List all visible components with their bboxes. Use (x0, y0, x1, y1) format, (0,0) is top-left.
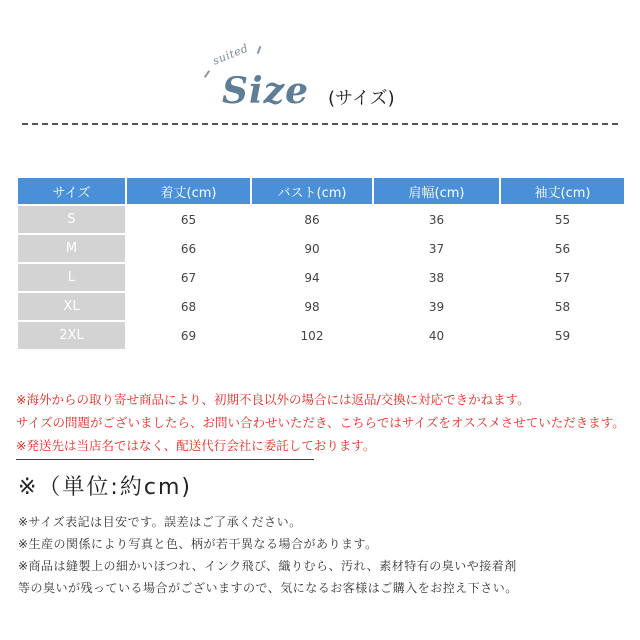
dashed-divider (22, 123, 618, 125)
table-row (18, 322, 624, 349)
bust-cell: 86 (304, 212, 320, 227)
size-subtitle: (サイズ) (328, 88, 395, 109)
table-row (18, 264, 624, 291)
sleeve-cell: 59 (554, 328, 571, 343)
shoulder-cell: 38 (428, 270, 445, 285)
note-size-guide: ※サイズ表記は目安です。誤差はご了承ください。 (18, 515, 302, 529)
decorative-dash (257, 46, 262, 54)
shoulder-cell: 39 (428, 299, 445, 314)
size-table (16, 176, 626, 351)
header-length: 着丈(cm) (127, 178, 250, 204)
suited-label: suited (210, 41, 251, 68)
section-divider (16, 459, 314, 460)
header-sleeve: 袖丈(cm) (501, 178, 624, 204)
length-cell: 68 (180, 299, 197, 314)
table-row (18, 293, 624, 320)
note-odor: 等の臭いが残っている場合がございますので、気になるお客様はご購入をお控え下さい。 (18, 581, 518, 595)
table-header-row (18, 178, 624, 204)
header-shoulder: 肩幅(cm) (374, 178, 499, 204)
size-cell: S (18, 206, 125, 233)
bust-cell: 102 (300, 328, 324, 343)
bust-cell: 94 (304, 270, 320, 285)
note-product-defects: ※商品は縫製上の細かいほつれ、インク飛び、織りむら、汚れ、素材特有の臭いや接着剤 (18, 559, 517, 573)
size-cell: L (18, 264, 125, 291)
size-cell: XL (18, 293, 125, 320)
size-cell: M (18, 235, 125, 262)
shoulder-cell: 37 (428, 241, 445, 256)
unit-label: ※（単位:約cm) (18, 475, 192, 500)
size-header (0, 40, 640, 120)
warning-shipping: ※発送先は当店名ではなく、配送代行会社に委託しております。 (16, 438, 376, 453)
warning-return-policy: ※海外からの取り寄せ商品により、初期不良以外の場合には返品/交換に対応できかねます。 (16, 392, 530, 407)
size-title: Size (222, 70, 310, 112)
shoulder-cell: 36 (428, 212, 445, 227)
sleeve-cell: 58 (554, 299, 571, 314)
table-row (18, 206, 624, 233)
sleeve-cell: 56 (554, 241, 571, 256)
note-color-difference: ※生産の関係により写真と色、柄が若干異なる場合があります。 (18, 537, 378, 551)
bust-cell: 98 (304, 299, 320, 314)
sleeve-cell: 55 (554, 212, 571, 227)
length-cell: 69 (180, 328, 197, 343)
sleeve-cell: 57 (554, 270, 571, 285)
warning-size-inquiry: サイズの問題がございましたら、お問い合わせいただき、こちらではサイズをオススメさせていただきます。 (16, 415, 625, 430)
length-cell: 66 (180, 241, 197, 256)
shoulder-cell: 40 (428, 328, 445, 343)
bust-cell: 90 (304, 241, 320, 256)
header-bust: バスト(cm) (252, 178, 372, 204)
size-cell: 2XL (18, 322, 125, 349)
length-cell: 65 (180, 212, 197, 227)
header-size: サイズ (18, 178, 125, 204)
decorative-dash (204, 70, 210, 78)
table-row (18, 235, 624, 262)
length-cell: 67 (180, 270, 197, 285)
